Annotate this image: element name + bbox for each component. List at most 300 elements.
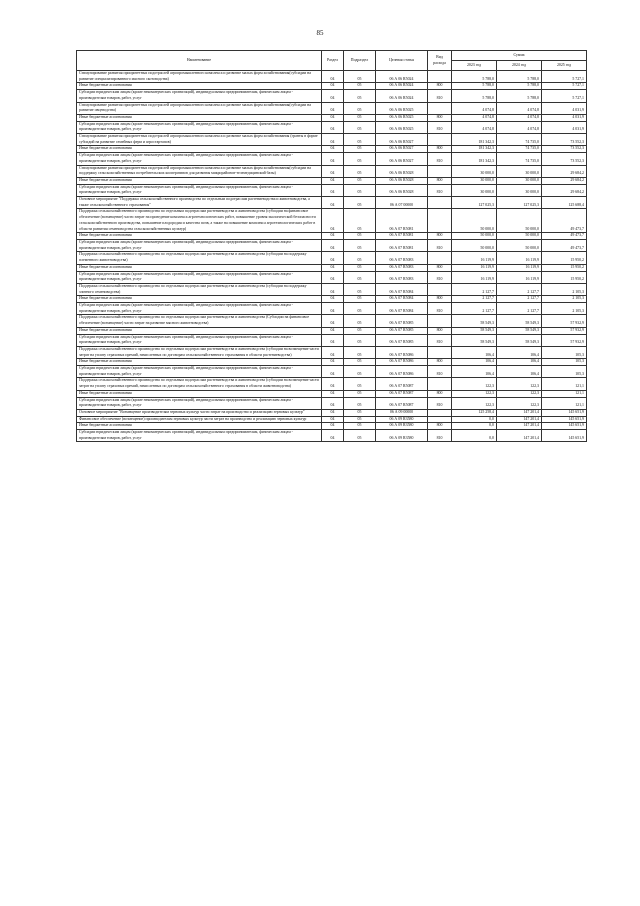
row-section: 04 <box>322 327 344 334</box>
row-amount-year-1: 122,3 <box>452 397 497 409</box>
row-name: Иные бюджетные ассигнования <box>77 359 322 366</box>
row-amount-year-1: 181 342,3 <box>452 153 497 165</box>
row-subsection: 05 <box>344 209 376 233</box>
row-subsection: 05 <box>344 233 376 240</box>
row-amount-year-2: 4 074,8 <box>497 102 542 114</box>
row-amount-year-2: 106,4 <box>497 346 542 358</box>
table-body <box>77 71 587 442</box>
row-amount-year-3: 4 031,9 <box>542 102 587 114</box>
row-amount-year-1: 50 000,0 <box>452 239 497 251</box>
row-section: 04 <box>322 184 344 196</box>
row-amount-year-3: 105,3 <box>542 346 587 358</box>
row-expense-type: 800 <box>428 296 452 303</box>
row-subsection: 05 <box>344 296 376 303</box>
table-row <box>77 416 587 423</box>
table-row <box>77 146 587 153</box>
row-expense-type: 810 <box>428 430 452 442</box>
row-expense-type <box>428 165 452 177</box>
table-row <box>77 134 587 146</box>
row-section: 04 <box>322 209 344 233</box>
row-expense-type <box>428 416 452 423</box>
table-row <box>77 283 587 295</box>
row-amount-year-3: 145 651,9 <box>542 409 587 416</box>
header-section: Раздел <box>322 51 344 71</box>
row-section: 04 <box>322 296 344 303</box>
row-amount-year-3: 105,3 <box>542 359 587 366</box>
row-name: Иные бюджетные ассигнования <box>77 390 322 397</box>
row-name: Иные бюджетные ассигнования <box>77 114 322 121</box>
row-section: 04 <box>322 409 344 416</box>
row-subsection: 05 <box>344 90 376 102</box>
row-amount-year-1: 0,0 <box>452 430 497 442</box>
row-amount-year-2: 122,3 <box>497 390 542 397</box>
row-amount-year-2: 2 127,7 <box>497 283 542 295</box>
row-name: Поддержка сельскохозяйственного производства по отдельным подотраслям растениеводства и животноводства (субсидии на возмещение части затрат на уплату страховых премий, начисленных по договорам сельскохозяйственного страхования в области животноводства) <box>77 378 322 390</box>
row-amount-year-2: 74 735,0 <box>497 146 542 153</box>
table-row <box>77 209 587 233</box>
row-section: 04 <box>322 134 344 146</box>
table-row <box>77 83 587 90</box>
row-name: Финансовое обеспечение (возмещение) производителям зерновых культур части затрат на производство и реализацию зерновых культур <box>77 416 322 423</box>
row-subsection: 05 <box>344 359 376 366</box>
row-amount-year-1: 125 258,4 <box>452 409 497 416</box>
row-amount-year-1: 2 127,7 <box>452 303 497 315</box>
row-amount-year-3: 5 727,1 <box>542 71 587 83</box>
row-amount-year-1: 4 074,8 <box>452 114 497 121</box>
table-row <box>77 296 587 303</box>
row-target: 06 А 07 R5081 <box>376 233 428 240</box>
row-amount-year-2: 2 127,7 <box>497 296 542 303</box>
row-amount-year-3: 57 932,9 <box>542 327 587 334</box>
row-section: 04 <box>322 165 344 177</box>
row-amount-year-1: 106,4 <box>452 366 497 378</box>
row-section: 04 <box>322 102 344 114</box>
row-section: 04 <box>322 303 344 315</box>
row-subsection: 05 <box>344 390 376 397</box>
row-name: Поддержка сельскохозяйственного производства по отдельным подотраслям растениеводства и животноводства (субсидии на поддержку элитного семеноводства) <box>77 283 322 295</box>
row-amount-year-3: 15 950,2 <box>542 264 587 271</box>
row-name: Иные бюджетные ассигнования <box>77 296 322 303</box>
row-amount-year-1: 30 000,0 <box>452 165 497 177</box>
row-amount-year-3: 49 473,7 <box>542 233 587 240</box>
row-expense-type <box>428 315 452 327</box>
row-amount-year-3: 4 031,9 <box>542 121 587 133</box>
header-year-3: 2025 год <box>542 61 587 71</box>
row-subsection: 05 <box>344 416 376 423</box>
row-target: 06 А 09 R3580 <box>376 416 428 423</box>
row-amount-year-3: 125 688,4 <box>542 197 587 209</box>
row-subsection: 05 <box>344 114 376 121</box>
table-row <box>77 327 587 334</box>
row-subsection: 05 <box>344 184 376 196</box>
row-target: 06 А 06 R5028 <box>376 184 428 196</box>
row-name: Стимулирование развития приоритетных подотраслей агропромышленного комплекса и развитие малых форм хозяйствования(субсидии на развитие овцеводства) <box>77 102 322 114</box>
row-amount-year-2: 50 000,0 <box>497 239 542 251</box>
row-target: 06 А 06 R5025 <box>376 102 428 114</box>
row-target: 06 А 07 R5084 <box>376 303 428 315</box>
row-amount-year-2: 16 119,9 <box>497 252 542 264</box>
table-row <box>77 378 587 390</box>
row-target: 06 А 07 R5087 <box>376 378 428 390</box>
row-amount-year-3: 121,1 <box>542 397 587 409</box>
row-subsection: 05 <box>344 153 376 165</box>
row-expense-type <box>428 346 452 358</box>
row-section: 04 <box>322 121 344 133</box>
row-section: 04 <box>322 271 344 283</box>
row-subsection: 05 <box>344 327 376 334</box>
row-name: Поддержка сельскохозяйственного производства по отдельным подотраслям растениеводства и животноводства (Субсидии на финансовое обеспечение (возмещение) части затрат на развитие мясного животноводства) <box>77 315 322 327</box>
row-target: 06 А 06 R5028 <box>376 177 428 184</box>
row-expense-type: 800 <box>428 233 452 240</box>
table-row <box>77 366 587 378</box>
row-amount-year-2: 30 000,0 <box>497 165 542 177</box>
row-target: 06 А 07 R5085 <box>376 327 428 334</box>
row-amount-year-3: 15 950,2 <box>542 271 587 283</box>
table-row <box>77 114 587 121</box>
row-amount-year-2: 74 735,0 <box>497 153 542 165</box>
row-name: Субсидии юридическим лицам (кроме некоммерческих организаций), индивидуальным предпринимателям, физическим лицам - производителям товаров, работ, услуг <box>77 303 322 315</box>
row-amount-year-3: 49 473,7 <box>542 209 587 233</box>
row-expense-type: 810 <box>428 271 452 283</box>
row-amount-year-2: 16 119,9 <box>497 264 542 271</box>
row-subsection: 05 <box>344 334 376 346</box>
row-amount-year-2: 2 127,7 <box>497 303 542 315</box>
row-amount-year-3: 29 684,2 <box>542 184 587 196</box>
row-subsection: 05 <box>344 102 376 114</box>
row-name: Основное мероприятие "Возмещение производителям зерновых культур части затрат на производство и реализацию зерновых культур" <box>77 409 322 416</box>
row-amount-year-3: 29 684,2 <box>542 177 587 184</box>
row-section: 04 <box>322 397 344 409</box>
row-section: 04 <box>322 366 344 378</box>
row-subsection: 05 <box>344 283 376 295</box>
row-subsection: 05 <box>344 197 376 209</box>
row-amount-year-1: 58 549,3 <box>452 315 497 327</box>
row-expense-type: 810 <box>428 366 452 378</box>
row-amount-year-1: 16 119,9 <box>452 271 497 283</box>
row-amount-year-2: 122,3 <box>497 378 542 390</box>
table-row <box>77 184 587 196</box>
row-section: 04 <box>322 239 344 251</box>
row-target: 06 А 07 R5084 <box>376 296 428 303</box>
table-row <box>77 90 587 102</box>
row-amount-year-1: 181 342,3 <box>452 134 497 146</box>
row-amount-year-2: 122,3 <box>497 397 542 409</box>
row-name: Субсидии юридическим лицам (кроме некоммерческих организаций), индивидуальным предпринимателям, физическим лицам - производителям товаров, работ, услуг <box>77 153 322 165</box>
row-amount-year-1: 30 000,0 <box>452 184 497 196</box>
row-expense-type <box>428 409 452 416</box>
row-amount-year-3: 5 727,1 <box>542 83 587 90</box>
row-amount-year-2: 5 788,0 <box>497 83 542 90</box>
row-subsection: 05 <box>344 121 376 133</box>
row-expense-type: 800 <box>428 177 452 184</box>
row-name: Поддержка сельскохозяйственного производства по отдельным подотраслям растениеводства и животноводства (субсидии на поддержку племенного животноводства) <box>77 252 322 264</box>
row-expense-type <box>428 134 452 146</box>
table-row <box>77 264 587 271</box>
row-subsection: 05 <box>344 83 376 90</box>
row-amount-year-1: 58 549,3 <box>452 334 497 346</box>
row-section: 04 <box>322 334 344 346</box>
row-expense-type: 810 <box>428 334 452 346</box>
table-row <box>77 303 587 315</box>
row-target: 06 А 06 R5027 <box>376 153 428 165</box>
row-name: Иные бюджетные ассигнования <box>77 423 322 430</box>
table-row <box>77 271 587 283</box>
row-section: 04 <box>322 71 344 83</box>
row-amount-year-3: 4 031,9 <box>542 114 587 121</box>
row-expense-type <box>428 102 452 114</box>
row-amount-year-3: 49 473,7 <box>542 239 587 251</box>
table-row <box>77 177 587 184</box>
row-expense-type: 800 <box>428 423 452 430</box>
row-section: 04 <box>322 153 344 165</box>
row-expense-type <box>428 209 452 233</box>
row-amount-year-1: 181 342,3 <box>452 146 497 153</box>
row-expense-type: 800 <box>428 264 452 271</box>
row-target: 06 А 06 R5028 <box>376 165 428 177</box>
row-name: Субсидии юридическим лицам (кроме некоммерческих организаций), индивидуальным предпринимателям, физическим лицам - производителям товаров, работ, услуг <box>77 430 322 442</box>
row-subsection: 05 <box>344 165 376 177</box>
row-amount-year-1: 50 000,0 <box>452 233 497 240</box>
row-expense-type: 800 <box>428 146 452 153</box>
row-amount-year-2: 4 074,8 <box>497 114 542 121</box>
row-expense-type <box>428 378 452 390</box>
row-amount-year-2: 50 000,0 <box>497 233 542 240</box>
row-section: 04 <box>322 83 344 90</box>
header-subsection: Подраздел <box>344 51 376 71</box>
row-amount-year-3: 57 932,9 <box>542 315 587 327</box>
row-amount-year-1: 5 788,0 <box>452 71 497 83</box>
row-target: 06 А 07 R5085 <box>376 334 428 346</box>
row-subsection: 05 <box>344 264 376 271</box>
row-target: 06 А 07 R5087 <box>376 390 428 397</box>
row-name: Субсидии юридическим лицам (кроме некоммерческих организаций), индивидуальным предпринимателям, физическим лицам - производителям товаров, работ, услуг <box>77 334 322 346</box>
row-amount-year-1: 50 000,0 <box>452 209 497 233</box>
row-amount-year-3: 105,3 <box>542 366 587 378</box>
header-name: Наименование <box>77 51 322 71</box>
row-subsection: 05 <box>344 409 376 416</box>
table-row <box>77 233 587 240</box>
row-subsection: 05 <box>344 315 376 327</box>
row-target: 06 А 06 R5027 <box>376 146 428 153</box>
row-section: 04 <box>322 378 344 390</box>
row-target: 06 А 09 00000 <box>376 409 428 416</box>
row-section: 04 <box>322 114 344 121</box>
row-name: Стимулирование развития приоритетных подотраслей агропромышленного комплекса и развитие малых форм хозяйствования(субсидии на поддержку сельскохозяйственных потребительских кооперативов для развития микрорайонов-телемедицинский базы) <box>77 165 322 177</box>
row-amount-year-1: 106,4 <box>452 346 497 358</box>
table-row <box>77 153 587 165</box>
row-amount-year-2: 16 119,9 <box>497 271 542 283</box>
table-row <box>77 121 587 133</box>
row-target: 06 А 07 R5084 <box>376 283 428 295</box>
row-name: Иные бюджетные ассигнования <box>77 146 322 153</box>
row-subsection: 05 <box>344 271 376 283</box>
row-amount-year-2: 30 000,0 <box>497 184 542 196</box>
row-subsection: 05 <box>344 146 376 153</box>
row-amount-year-2: 5 788,0 <box>497 90 542 102</box>
row-section: 04 <box>322 315 344 327</box>
row-amount-year-1: 2 127,7 <box>452 283 497 295</box>
row-expense-type: 810 <box>428 397 452 409</box>
row-subsection: 05 <box>344 134 376 146</box>
row-amount-year-3: 15 950,2 <box>542 252 587 264</box>
row-section: 04 <box>322 146 344 153</box>
table-row <box>77 359 587 366</box>
row-amount-year-3: 5 727,1 <box>542 90 587 102</box>
row-subsection: 05 <box>344 71 376 83</box>
row-amount-year-3: 57 932,9 <box>542 334 587 346</box>
row-name: Основное мероприятие "Поддержка сельскохозяйственного производства по отдельным подотраслям растениеводства и животноводства, а также сельскохозяйственного страхования" <box>77 197 322 209</box>
row-expense-type: 810 <box>428 153 452 165</box>
row-expense-type <box>428 283 452 295</box>
row-amount-year-1: 30 000,0 <box>452 177 497 184</box>
row-section: 04 <box>322 177 344 184</box>
row-amount-year-1: 4 074,8 <box>452 102 497 114</box>
row-amount-year-1: 16 119,9 <box>452 264 497 271</box>
row-name: Субсидии юридическим лицам (кроме некоммерческих организаций), индивидуальным предпринимателям, физическим лицам - производителям товаров, работ, услуг <box>77 121 322 133</box>
row-name: Иные бюджетные ассигнования <box>77 327 322 334</box>
header-year-1: 2023 год <box>452 61 497 71</box>
table-row <box>77 390 587 397</box>
row-expense-type <box>428 252 452 264</box>
header-target: Целевая статья <box>376 51 428 71</box>
row-target: 06 А 06 R5024 <box>376 71 428 83</box>
row-amount-year-1: 122,3 <box>452 390 497 397</box>
budget-table <box>76 50 587 442</box>
row-section: 04 <box>322 390 344 397</box>
row-amount-year-3: 29 684,2 <box>542 165 587 177</box>
row-name: Субсидии юридическим лицам (кроме некоммерческих организаций), индивидуальным предпринимателям, физическим лицам - производителям товаров, работ, услуг <box>77 366 322 378</box>
row-amount-year-2: 5 788,0 <box>497 71 542 83</box>
row-amount-year-1: 0,0 <box>452 423 497 430</box>
table-row <box>77 409 587 416</box>
row-name: Стимулирование развития приоритетных подотраслей агропромышленного комплекса и развитие малых форм хозяйствования(субсидии на развитие специализированного мясного скотоводства) <box>77 71 322 83</box>
row-amount-year-1: 5 788,0 <box>452 90 497 102</box>
row-expense-type: 810 <box>428 184 452 196</box>
row-amount-year-3: 73 552,3 <box>542 153 587 165</box>
row-target: 06 А 07 R5085 <box>376 315 428 327</box>
row-target: 06 А 07 R5081 <box>376 209 428 233</box>
row-target: 06 А 07 R5087 <box>376 397 428 409</box>
row-target: 06 А 07 R5081 <box>376 239 428 251</box>
row-section: 04 <box>322 233 344 240</box>
page-number: 85 <box>316 29 324 37</box>
row-amount-year-2: 50 000,0 <box>497 209 542 233</box>
row-name: Субсидии юридическим лицам (кроме некоммерческих организаций), индивидуальным предпринимателям, физическим лицам - производителям товаров, работ, услуг <box>77 397 322 409</box>
row-amount-year-2: 147 201,4 <box>497 409 542 416</box>
row-amount-year-2: 127 025,3 <box>497 197 542 209</box>
row-section: 04 <box>322 264 344 271</box>
row-expense-type: 800 <box>428 359 452 366</box>
row-subsection: 05 <box>344 177 376 184</box>
row-target: 06 А 09 R3580 <box>376 423 428 430</box>
row-amount-year-2: 74 735,0 <box>497 134 542 146</box>
row-section: 04 <box>322 252 344 264</box>
row-subsection: 05 <box>344 366 376 378</box>
row-target: 06 А 06 R5027 <box>376 134 428 146</box>
row-amount-year-2: 147 201,4 <box>497 430 542 442</box>
row-section: 04 <box>322 416 344 423</box>
row-name: Поддержка сельскохозяйственного производства по отдельным подотраслям растениеводства и животноводства (субсидии на возмещение части затрат на уплату страховых премий, начисленных по договорам сельскохозяйственного страхования в области растениеводства) <box>77 346 322 358</box>
row-expense-type: 810 <box>428 303 452 315</box>
table-row <box>77 315 587 327</box>
row-amount-year-3: 121,1 <box>542 390 587 397</box>
row-subsection: 05 <box>344 378 376 390</box>
table-row <box>77 165 587 177</box>
row-expense-type: 800 <box>428 114 452 121</box>
row-target: 06 А 07 R5086 <box>376 346 428 358</box>
row-target: 06 А 07 R5083 <box>376 264 428 271</box>
row-name: Иные бюджетные ассигнования <box>77 83 322 90</box>
row-section: 04 <box>322 346 344 358</box>
row-section: 04 <box>322 430 344 442</box>
row-name: Стимулирование развития приоритетных подотраслей агропромышленного комплекса и развитие малых форм хозяйствования (гранты в форме субсидий на развитие семейных ферм и агростартапов) <box>77 134 322 146</box>
table-row <box>77 197 587 209</box>
row-name: Иные бюджетные ассигнования <box>77 177 322 184</box>
row-amount-year-3: 2 105,3 <box>542 303 587 315</box>
row-target: 06 А 09 R3580 <box>376 430 428 442</box>
row-section: 04 <box>322 359 344 366</box>
row-amount-year-3: 73 552,3 <box>542 134 587 146</box>
row-section: 04 <box>322 283 344 295</box>
row-amount-year-2: 147 201,4 <box>497 423 542 430</box>
row-subsection: 05 <box>344 430 376 442</box>
table-row <box>77 334 587 346</box>
row-expense-type: 810 <box>428 239 452 251</box>
row-target: 06 А 06 R5024 <box>376 83 428 90</box>
row-expense-type: 810 <box>428 90 452 102</box>
row-target: 06 А 07 R5083 <box>376 271 428 283</box>
row-target: 06 А 07 00000 <box>376 197 428 209</box>
header-expense-type: Вид расхода <box>428 51 452 71</box>
row-name: Субсидии юридическим лицам (кроме некоммерческих организаций), индивидуальным предпринимателям, физическим лицам - производителям товаров, работ, услуг <box>77 271 322 283</box>
row-amount-year-3: 2 105,3 <box>542 283 587 295</box>
row-amount-year-2: 58 549,3 <box>497 334 542 346</box>
row-expense-type: 800 <box>428 83 452 90</box>
row-target: 06 А 06 R5024 <box>376 90 428 102</box>
row-section: 04 <box>322 197 344 209</box>
table-row <box>77 252 587 264</box>
row-target: 06 А 07 R5086 <box>376 359 428 366</box>
row-amount-year-1: 0,0 <box>452 416 497 423</box>
row-section: 04 <box>322 90 344 102</box>
table-row <box>77 102 587 114</box>
row-target: 06 А 06 R5025 <box>376 121 428 133</box>
row-subsection: 05 <box>344 346 376 358</box>
row-subsection: 05 <box>344 252 376 264</box>
row-amount-year-1: 127 025,3 <box>452 197 497 209</box>
row-amount-year-2: 58 549,3 <box>497 327 542 334</box>
header-year-2: 2024 год <box>497 61 542 71</box>
row-amount-year-2: 30 000,0 <box>497 177 542 184</box>
row-subsection: 05 <box>344 423 376 430</box>
row-subsection: 05 <box>344 397 376 409</box>
row-target: 06 А 07 R5083 <box>376 252 428 264</box>
row-name: Иные бюджетные ассигнования <box>77 233 322 240</box>
row-name: Субсидии юридическим лицам (кроме некоммерческих организаций), индивидуальным предпринимателям, физическим лицам - производителям товаров, работ, услуг <box>77 239 322 251</box>
row-name: Поддержка сельскохозяйственного производства по отдельным подотраслям растениеводства и животноводства (субсидии на финансовое обеспечение (возмещение) части затрат на проведение комплекса агротехнологических работ, повышение уровня экологической безопасности сельскохозяйственного производства, повышение плодородия и качества почв, а также на повышение комплекса агротехнологических работ в области развития семеноводства сельскохозяйственных культур) <box>77 209 322 233</box>
row-subsection: 05 <box>344 239 376 251</box>
row-expense-type <box>428 71 452 83</box>
row-expense-type: 800 <box>428 390 452 397</box>
row-amount-year-1: 2 127,7 <box>452 296 497 303</box>
row-name: Субсидии юридическим лицам (кроме некоммерческих организаций), индивидуальным предпринимателям, физическим лицам - производителям товаров, работ, услуг <box>77 90 322 102</box>
row-amount-year-3: 121,1 <box>542 378 587 390</box>
row-amount-year-1: 4 074,8 <box>452 121 497 133</box>
table-row <box>77 430 587 442</box>
row-amount-year-1: 58 549,3 <box>452 327 497 334</box>
row-amount-year-3: 145 651,9 <box>542 423 587 430</box>
row-amount-year-3: 145 651,9 <box>542 416 587 423</box>
